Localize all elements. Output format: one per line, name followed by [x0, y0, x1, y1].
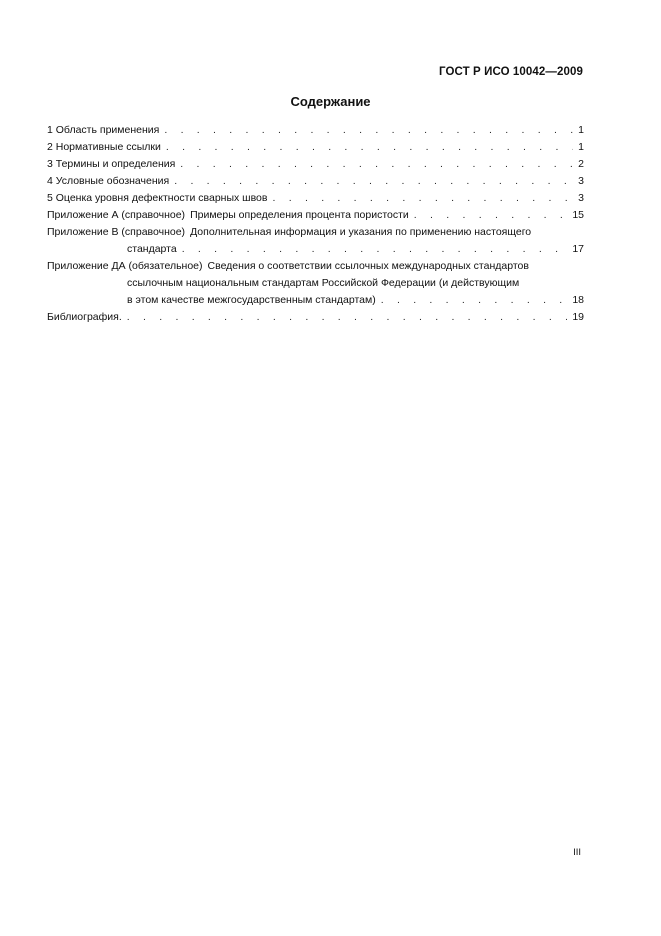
toc-entry-page: 3: [578, 192, 584, 204]
toc-entry-page: 15: [572, 209, 584, 221]
toc-entry-page: 18: [572, 294, 584, 306]
toc-leader-dots: [381, 292, 568, 309]
toc-title: Содержание: [290, 94, 371, 109]
toc-entry-3[interactable]: [47, 156, 584, 173]
toc-entry-text: Примеры определения процента пористости: [190, 209, 409, 221]
toc-entry-page: 19: [572, 311, 584, 323]
toc-entry-text: в этом качестве межгосударственным стандартам): [127, 294, 376, 306]
toc-entry-4[interactable]: [47, 173, 584, 190]
toc-entry-appendix-da[interactable]: [47, 258, 584, 275]
page-number: III: [573, 847, 581, 858]
toc-leader-dots: [166, 139, 573, 156]
toc-entry-text: 4 Условные обозначения: [47, 175, 170, 187]
toc-entry-text: Дополнительная информация и указания по применению настоящего: [190, 226, 532, 238]
toc-entry-text: Сведения о соответствии ссылочных международных стандартов: [207, 260, 529, 272]
toc-entry-text: 3 Термины и определения: [47, 158, 176, 170]
toc-entry-page: 3: [578, 175, 584, 187]
toc-entry-text: 2 Нормативные ссылки: [47, 141, 161, 153]
toc-entry-text: 5 Оценка уровня дефектности сварных швов: [47, 192, 268, 204]
toc-entry-text: Библиография.: [47, 311, 122, 323]
toc-entry-1[interactable]: [47, 122, 584, 139]
toc-entry-text: стандарта: [127, 243, 177, 255]
appendix-label: Приложение А (справочное): [47, 209, 186, 221]
toc-entry-appendix-da-cont2[interactable]: [47, 292, 584, 309]
toc-entry-2[interactable]: [47, 139, 584, 156]
toc-entry-page: 2: [578, 158, 584, 170]
toc-entry-5[interactable]: [47, 190, 584, 207]
toc-entry-text: 1 Область применения: [47, 124, 160, 136]
toc-leader-dots: [127, 309, 568, 326]
table-of-contents: [47, 122, 584, 326]
toc-leader-dots: [414, 207, 568, 224]
toc-entry-text: ссылочным национальным стандартам Российской Федерации (и действующим: [127, 277, 520, 289]
toc-entry-appendix-a[interactable]: [47, 207, 584, 224]
appendix-label: Приложение ДА (обязательное): [47, 260, 203, 272]
toc-leader-dots: [180, 156, 573, 173]
document-header: ГОСТ Р ИСО 10042—2009: [438, 66, 583, 78]
toc-entry-page: 1: [578, 124, 584, 136]
toc-leader-dots: [272, 190, 573, 207]
toc-leader-dots: [164, 122, 573, 139]
appendix-label: Приложение В (справочное): [47, 226, 186, 238]
toc-leader-dots: [174, 173, 573, 190]
toc-entry-page: 17: [572, 243, 584, 255]
toc-entry-appendix-da-cont: [47, 275, 584, 292]
toc-entry-appendix-b[interactable]: [47, 224, 584, 241]
toc-entry-bibliography[interactable]: [47, 309, 584, 326]
toc-leader-dots: [182, 241, 568, 258]
toc-entry-appendix-b-cont[interactable]: [47, 241, 584, 258]
toc-entry-page: 1: [578, 141, 584, 153]
